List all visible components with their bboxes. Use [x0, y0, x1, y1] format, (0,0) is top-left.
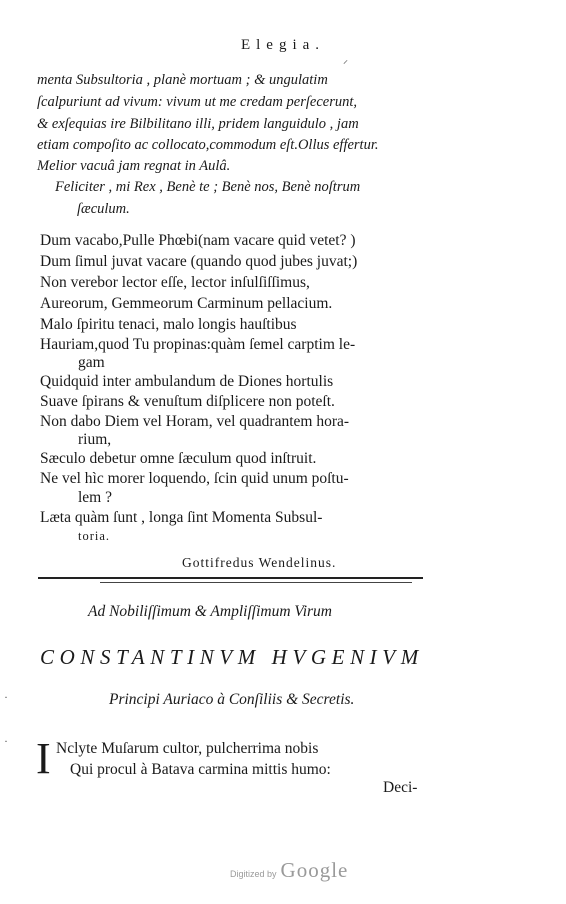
catchword: Deci-	[383, 779, 418, 796]
verse-line: Suave ſpirans & venuſtum diſplicere non poteſt.	[40, 393, 335, 410]
prose-line: & exſequias ire Bilbilitano illi, pridem languidulo , jam	[37, 116, 359, 132]
dedicatee-title: CONSTANTINVM HVGENIVM	[40, 645, 424, 669]
drop-initial: I	[36, 734, 51, 783]
verse-line: Ne vel hìc morer loquendo, ſcin quid unum poſtu-	[40, 470, 349, 487]
verse-line: rium,	[78, 431, 112, 448]
margin-mark: ·	[4, 690, 8, 704]
prose-line: Feliciter , mi Rex , Benè te ; Benè nos, Benè noſtrum	[55, 179, 361, 195]
verse-line: lem ?	[78, 489, 112, 506]
google-logo-text: Google	[280, 858, 349, 882]
prose-line: ſæculum.	[77, 201, 130, 217]
verse-line: Non dabo Diem vel Horam, vel quadrantem hora-	[40, 413, 350, 430]
verse-line: Læta quàm ſunt , longa ſint Momenta Subsul-	[40, 509, 323, 526]
digitized-watermark	[230, 858, 348, 883]
verse-line: Quidquid inter ambulandum de Diones hortulis	[40, 373, 334, 390]
verse-line: Aureorum, Gemmeorum Carminum pellacium.	[40, 295, 333, 312]
digitized-label: Digitized by	[230, 869, 277, 879]
verse-line: Malo ſpiritu tenaci, malo longis hauſtibus	[40, 316, 297, 333]
prose-line: ſcalpuriunt ad vivum: vivum ut me credam perſecerunt,	[37, 94, 357, 110]
margin-mark: ·	[4, 734, 8, 748]
verse-line: Sæculo debetur omne ſæculum quod inſtruit.	[40, 450, 317, 467]
poem-line: Qui procul à Batava carmina mittis humo:	[70, 761, 331, 778]
divider-rule-thin	[100, 582, 412, 583]
signature: Gottifredus Wendelinus.	[182, 555, 337, 570]
verse-line: toria.	[78, 529, 111, 543]
verse-line: Non verebor lector eſſe, lector inſulſiſſimus,	[40, 274, 310, 291]
running-head: Elegia.	[240, 37, 326, 53]
subtitle: Principi Auriaco à Conſiliis & Secretis.	[109, 691, 355, 708]
divider-rule	[38, 577, 423, 579]
ornament-mark: ⸝	[343, 55, 348, 66]
prose-line: etiam compoſito ac collocato,commodum eſt.Ollus effertur.	[37, 137, 379, 153]
verse-line: Dum ſimul juvat vacare (quando quod jubes juvat;)	[40, 253, 358, 270]
verse-line: Dum vacabo,Pulle Phœbi(nam vacare quid vetet? )	[40, 232, 356, 249]
prose-line: menta Subsultoria , planè mortuam ; & ungulatim	[37, 72, 328, 88]
verse-line: Hauriam,quod Tu propinas:quàm ſemel carptim le-	[40, 336, 356, 353]
address-line: Ad Nobiliſſimum & Ampliſſimum Virum	[88, 603, 332, 620]
poem-line: Nclyte Muſarum cultor, pulcherrima nobis	[56, 740, 319, 757]
prose-line: Melior vacuâ jam regnat in Aulâ.	[37, 158, 231, 174]
verse-line: gam	[78, 354, 105, 371]
